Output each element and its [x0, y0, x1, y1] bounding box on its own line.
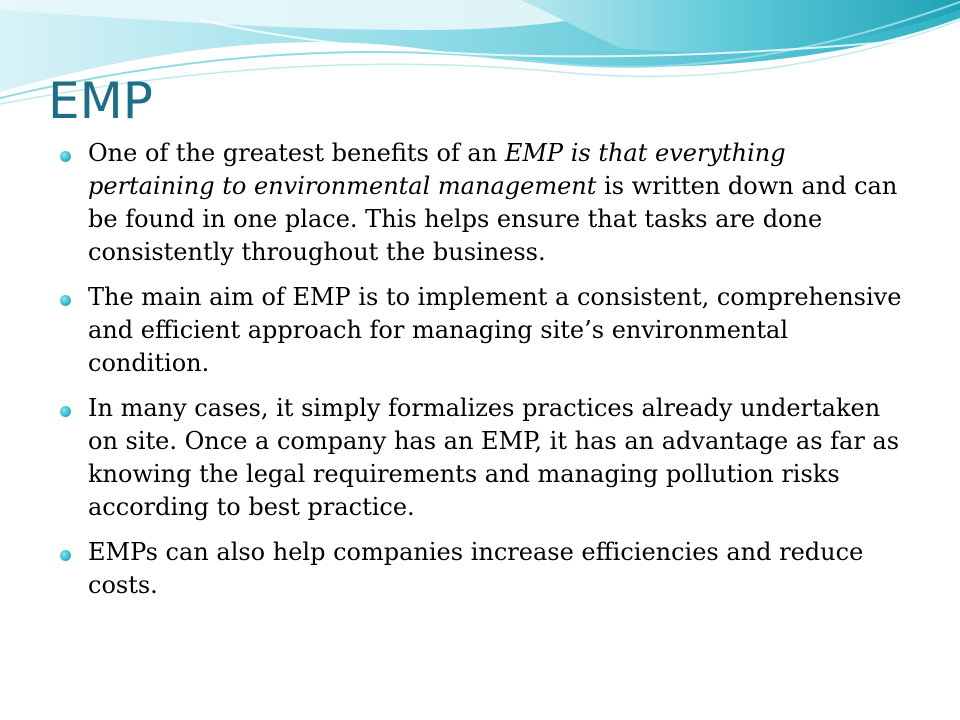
bullet-text-segment: The main aim of EMP is to implement a consistent, comprehensive and efficient approach for managing site’s environmental condition. [88, 283, 902, 377]
bullet-dot-icon [60, 550, 71, 561]
bullet-item [60, 281, 910, 380]
slide-title: EMP [48, 72, 153, 130]
bullet-item [60, 536, 910, 602]
bullet-text [88, 281, 910, 380]
bullet-text-segment: In many cases, it simply formalizes practices already undertaken on site. Once a company has an EMP, it has an advantage as far as knowing the legal requirements and managing pollution risks according to best practice. [88, 394, 900, 521]
bullet-text-segment: One of the greatest benefits of an [88, 139, 505, 167]
bullet-list [60, 137, 910, 614]
bullet-dot-icon [60, 295, 71, 306]
bullet-dot-icon [60, 406, 71, 417]
bullet-text-segment: EMPs can also help companies increase efficiencies and reduce costs. [88, 538, 864, 599]
bullet-text [88, 536, 910, 602]
bullet-text-segment: is written down and can be found in one place. This helps ensure that tasks are done consistently throughout the business. [88, 172, 898, 266]
bullet-text-italic-segment: EMP is that everything pertaining to environmental management [88, 139, 786, 200]
bullet-item [60, 137, 910, 269]
bullet-text [88, 392, 910, 524]
bullet-item [60, 392, 910, 524]
bullet-text [88, 137, 910, 269]
bullet-dot-icon [60, 151, 71, 162]
